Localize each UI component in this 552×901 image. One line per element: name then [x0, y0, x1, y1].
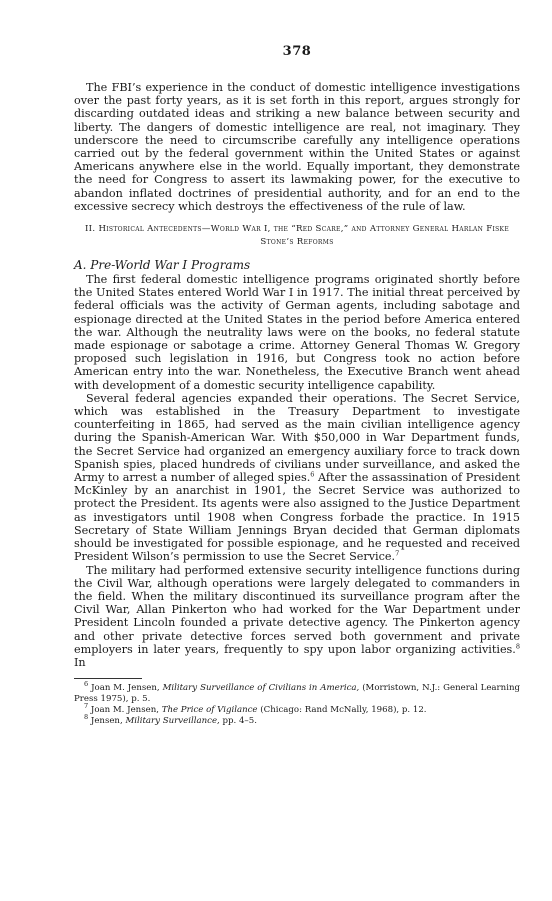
section-heading — [74, 223, 520, 248]
section-numeral: II. — [84, 224, 96, 235]
paragraph-text: In — [74, 655, 86, 669]
footnotes — [74, 678, 520, 727]
footnote-mark: 7 — [84, 702, 89, 711]
footnote-ref[interactable]: 6 — [310, 470, 315, 479]
footnote-divider — [74, 678, 142, 679]
footnote-title: Military Surveillance, — [125, 716, 220, 727]
page-number: 378 — [282, 44, 312, 59]
footnote-mark: 6 — [84, 680, 89, 689]
body-paragraph-2 — [74, 392, 520, 564]
body-paragraph-3 — [74, 564, 520, 670]
footnote-7: $^7$ Joan M. Jensen, The Price of Vigilance (Chicago: Rand McNally, 1968), p. 12. — [84, 702, 427, 716]
paragraph-text: Several federal agencies expanded their operations. The Secret Service, which was established in the Treasury Department to investigate counterfeiting in 1865, had served as the main civilian intelligence agency during the Spanish-American War. With $50,000 in War Department funds, the Secret Service had organized an emergency auxiliary force to track down Spanish spies, placed hundreds of civilians under surveillance, and asked the Army to arrest a number of alleged spies. — [74, 391, 520, 485]
footnote-mark: 8 — [84, 713, 89, 722]
intro-paragraph: The FBI’s experience in the conduct of domestic intelligence investigations over the past forty years, as it is set forth in this report, argues strongly for discarding outdated ideas and striking a new balance between security and liberty. The dangers of domestic intelligence are real, not imaginary. They underscore the need to circumscribe carefully any intelligence operations carried out by the federal government within the United States or against Americans anywhere else in the world. Equally important, they demonstrate the need for Congress to assert its lawmaking power, for the executive to abandon inflated doctrines of presidential authority, and for an end to the excessive secrecy which destroys the effectiveness of the rule of law. — [74, 81, 520, 213]
paragraph-text: After the assassination of President McKinley by an anarchist in 1901, the Secret Service was authorized to protect the President. Its agents were also assigned to the Justice Department as investigators until 1908 when Congress forbade the practice. In 1915 Secretary of State William Jennings Bryan decided that German diplomats should be investigated for possible espionage, and he requested and received President Wilson’s permission to use the Secret Service. — [74, 471, 520, 564]
document-page — [74, 44, 520, 727]
footnote-6: $^6$ Joan M. Jensen, Military Surveillance of Civilians in America, (Morristown, N.J.: General Learning Press 1975), p. 5. — [74, 680, 520, 705]
footnote-title: Military Surveillance of Civilians in America, — [162, 683, 360, 694]
footnote-ref[interactable]: 8 — [515, 641, 520, 650]
footnote-title: The Price of Vigilance — [161, 705, 258, 716]
section-title: Historical Antecedents—World War I, the “Red Scare,” and Attorney General Harlan Fiske Stone’s Reforms — [98, 224, 509, 247]
footnote-8: $^8$ Jensen, Military Surveillance, pp. 4–5. — [84, 713, 257, 727]
body-paragraph-1: The first federal domestic intelligence programs originated shortly before the United States entered World War I in 1917. The initial threat perceived by federal officials was the activity of German agents, including sabotage and espionage directed at the United States in the period before America entered the war. Although the neutrality laws were on the books, no federal statute made espionage or sabotage a crime. Attorney General Thomas W. Gregory proposed such legislation in 1916, but Congress took no action before American entry into the war. Nonetheless, the Executive Branch went ahead with development of a domestic security intelligence capability. — [74, 273, 520, 392]
paragraph-text: The military had performed extensive security intelligence functions during the Civil War, although operations were largely delegated to commanders in the field. When the military discontinued its surveillance program after the Civil War, Allan Pinkerton who had worked for the War Department under President Lincoln founded a private detective agency. The Pinkerton agency and other private detective forces served both government and private employers in later years, frequently to spy upon labor organizing activities. — [74, 563, 520, 656]
subheading: A. Pre-World War I Programs — [74, 258, 251, 273]
footnote-ref[interactable]: 7 — [395, 549, 400, 558]
